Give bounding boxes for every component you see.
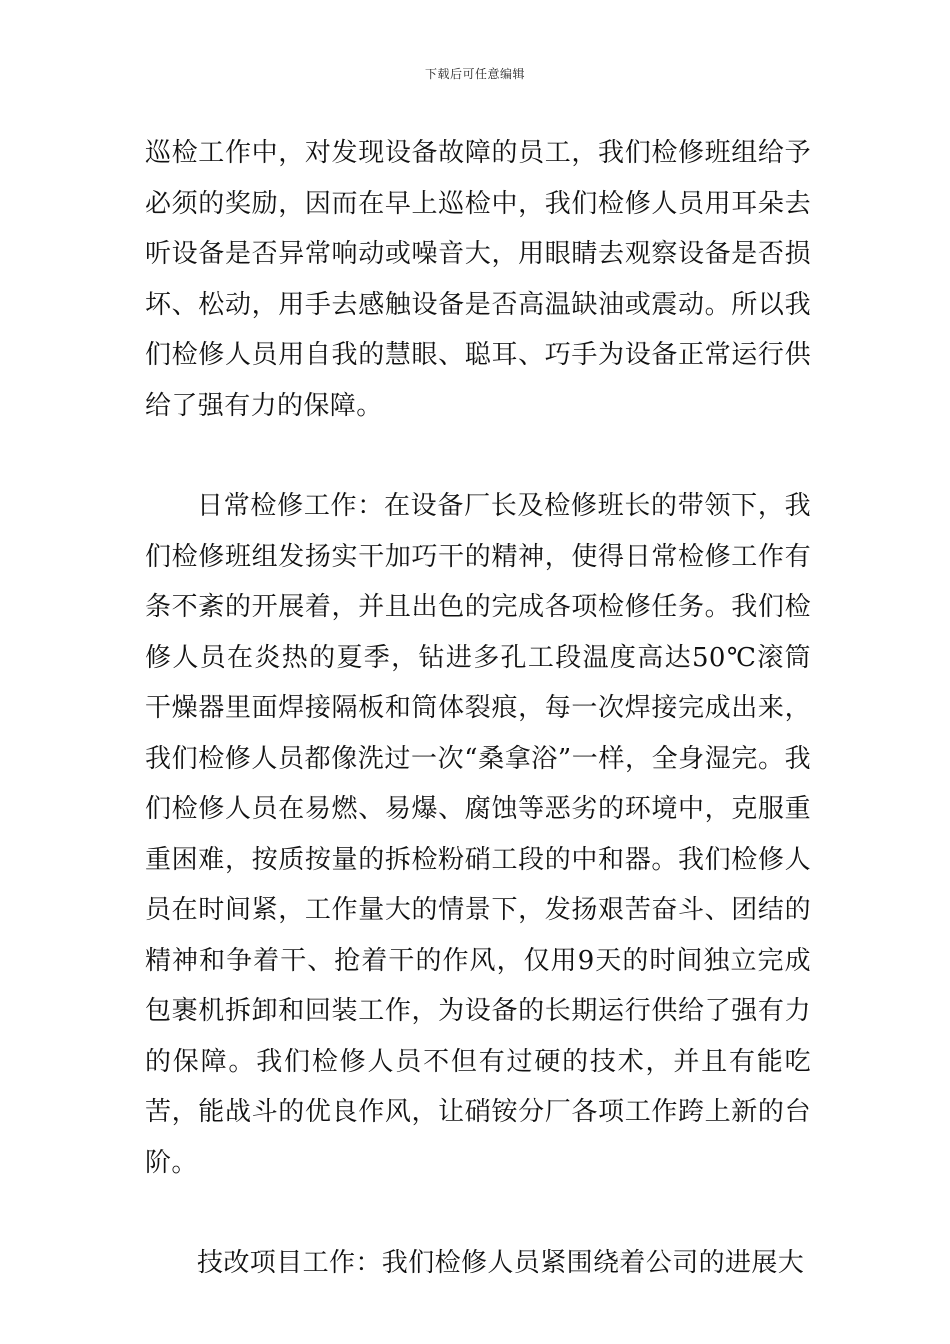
paragraph-inspection: 巡检工作中，对发现设备故障的员工，我们检修班组给予必须的奖励，因而在早上巡检中，我们检修人员用耳朵去听设备是否异常响动或噪音大，用眼睛去观察设备是否损坏、松动，用手去感触设备是否高温缺油或震动。所以我们检修人员用自我的慧眼、聪耳、巧手为设备正常运行供给了强有力的保障。 — [145, 138, 811, 421]
page-header: 下载后可任意编辑 — [424, 67, 525, 81]
paragraph-technical-upgrade: 技改项目工作：我们检修人员紧围绕着公司的进展大 — [197, 1248, 805, 1278]
document-body — [145, 128, 811, 1289]
paragraph-daily-maintenance: 日常检修工作：在设备厂长及检修班长的带领下，我们检修班组发扬实干加巧干的精神，使得日常检修工作有条不紊的开展着，并且出色的完成各项检修任务。我们检修人员在炎热的夏季，钻进多孔工段温度高达50℃滚筒干燥器里面焊接隔板和筒体裂痕，每一次焊接完成出来，我们检修人员都像洗过一次“桑拿浴”一样，全身湿完。我们检修人员在易燃、易爆、腐蚀等恶劣的环境中，克服重重困难，按质按量的拆检粉硝工段的中和器。我们检修人员在时间紧，工作量大的情景下，发扬艰苦奋斗、团结的精神和争着干、抢着干的作风，仅用9天的时间独立完成包裹机拆卸和回装工作，为设备的长期运行供给了强有力的保障。我们检修人员不但有过硬的技术，并且有能吃苦，能战斗的优良作风，让硝铵分厂各项工作跨上新的台阶。 — [145, 491, 811, 1178]
